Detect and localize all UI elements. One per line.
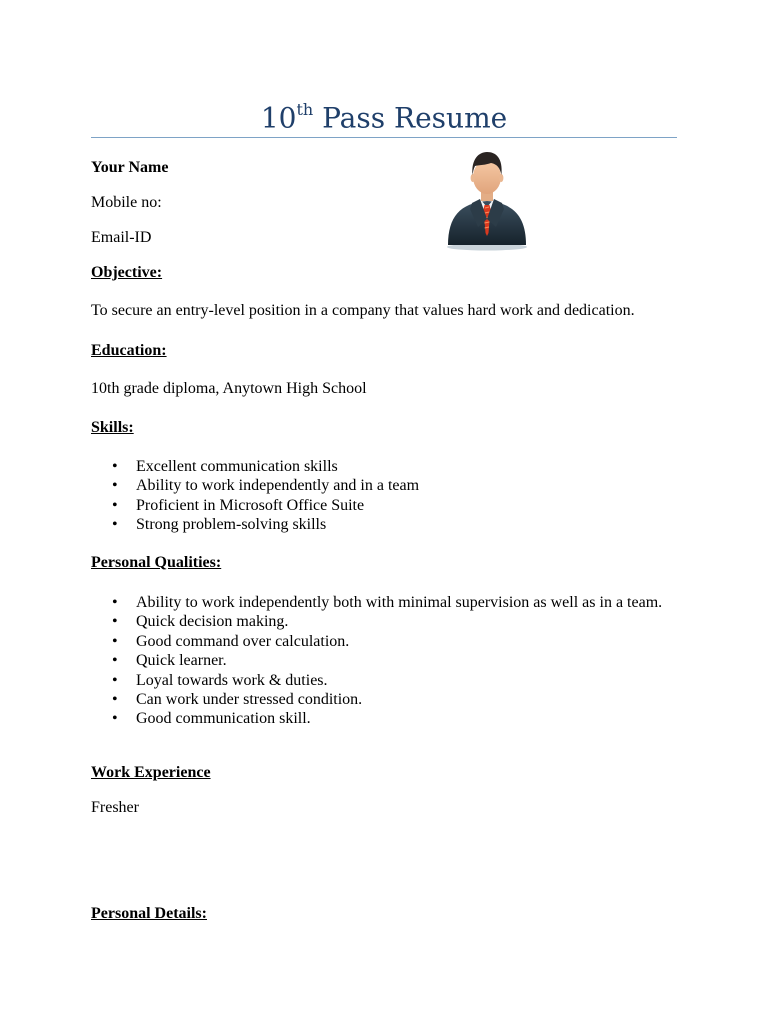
- bullet: •: [112, 516, 118, 534]
- list-item: [91, 515, 419, 534]
- skills-heading: Skills:: [91, 419, 134, 436]
- quality-text: Loyal towards work & duties.: [136, 671, 328, 689]
- list-item: [91, 690, 662, 709]
- title-text: Pass Resume: [322, 101, 508, 135]
- list-item: [91, 476, 419, 495]
- qualities-list: [91, 593, 662, 729]
- bullet: •: [112, 613, 118, 631]
- list-item: [91, 651, 662, 670]
- list-item: [91, 709, 662, 728]
- bullet: •: [112, 594, 118, 611]
- bullet: •: [112, 458, 118, 475]
- skill-text: Ability to work independently and in a team: [136, 477, 420, 495]
- bullet: •: [112, 652, 118, 670]
- skills-list: [91, 457, 419, 535]
- title-divider: [91, 137, 677, 138]
- work-experience-heading: Work Experience: [91, 764, 211, 781]
- skill-text: Strong problem-solving skills: [136, 516, 327, 534]
- education-text: 10th grade diploma, Anytown High School: [91, 380, 367, 397]
- list-item: [91, 496, 419, 515]
- skill-text: Excellent communication skills: [136, 458, 338, 475]
- your-name: Your Name: [91, 159, 169, 176]
- list-item: [91, 457, 419, 476]
- work-experience-text: Fresher: [91, 799, 139, 816]
- quality-text: Ability to work independently both with minimal supervision as well as in a team.: [136, 594, 663, 611]
- quality-text: Quick decision making.: [136, 613, 289, 631]
- skill-text: Proficient in Microsoft Office Suite: [136, 496, 365, 514]
- personal-details-heading: Personal Details:: [91, 905, 207, 922]
- bullet: •: [112, 710, 118, 728]
- quality-text: Good communication skill.: [136, 710, 311, 728]
- mobile-label: Mobile no:: [91, 194, 162, 211]
- page-title: [0, 92, 768, 138]
- title-superscript: th: [296, 100, 314, 119]
- list-item: [91, 671, 662, 690]
- list-item: [91, 632, 662, 651]
- objective-heading: Objective:: [91, 264, 163, 281]
- bullet: •: [112, 691, 118, 709]
- email-label: Email-ID: [91, 229, 152, 246]
- title-number: 10: [260, 101, 297, 135]
- bullet: •: [112, 477, 118, 495]
- bullet: •: [112, 671, 118, 689]
- list-item: [91, 612, 662, 631]
- list-item: [91, 593, 662, 612]
- quality-text: Quick learner.: [136, 652, 227, 670]
- quality-text: Can work under stressed condition.: [136, 691, 363, 709]
- businessman-avatar-icon: [442, 147, 532, 251]
- education-heading: Education:: [91, 342, 167, 359]
- personal-qualities-heading: Personal Qualities:: [91, 554, 222, 571]
- objective-text: To secure an entry-level position in a company that values hard work and dedication.: [91, 302, 635, 319]
- bullet: •: [112, 496, 118, 514]
- bullet: •: [112, 632, 118, 650]
- quality-text: Good command over calculation.: [136, 632, 350, 650]
